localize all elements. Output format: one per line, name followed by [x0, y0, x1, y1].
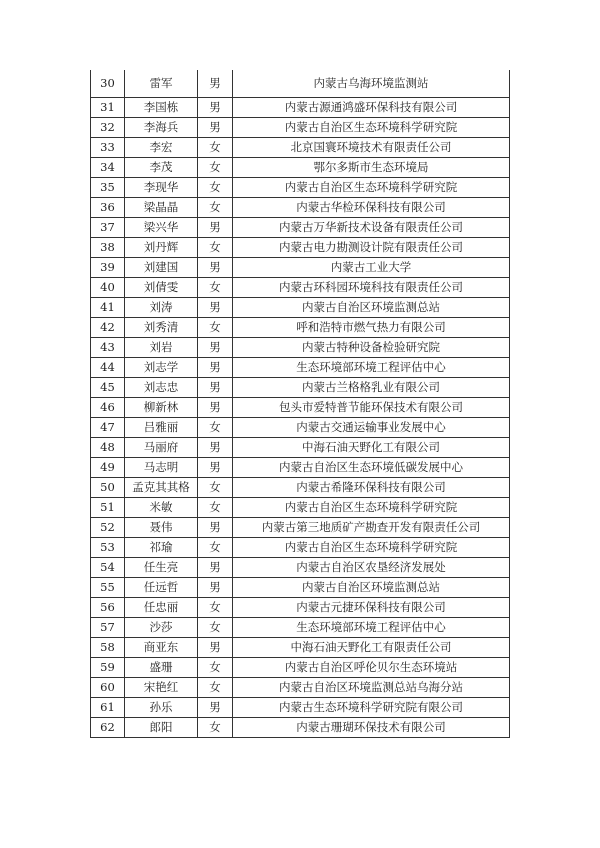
gender-cell: 女	[198, 658, 233, 678]
gender-cell: 男	[198, 338, 233, 358]
row-number-cell: 53	[91, 538, 125, 558]
gender-cell: 女	[198, 498, 233, 518]
organization-cell: 生态环境部环境工程评估中心	[233, 358, 510, 378]
person-name-cell: 雷军	[125, 70, 198, 98]
person-name-cell: 柳新林	[125, 398, 198, 418]
organization-cell: 内蒙古自治区环境监测总站	[233, 578, 510, 598]
gender-cell: 男	[198, 518, 233, 538]
row-number-cell: 58	[91, 638, 125, 658]
person-name-cell: 米敏	[125, 498, 198, 518]
table-row	[91, 178, 510, 198]
row-number-cell: 62	[91, 718, 125, 738]
gender-cell: 女	[198, 158, 233, 178]
table-row	[91, 678, 510, 698]
organization-cell: 内蒙古珊瑚环保技术有限公司	[233, 718, 510, 738]
row-number-cell: 45	[91, 378, 125, 398]
organization-cell: 内蒙古自治区生态环境科学研究院	[233, 538, 510, 558]
organization-cell: 内蒙古自治区环境监测总站	[233, 298, 510, 318]
row-number-cell: 37	[91, 218, 125, 238]
organization-cell: 呼和浩特市燃气热力有限公司	[233, 318, 510, 338]
row-number-cell: 34	[91, 158, 125, 178]
row-number-cell: 32	[91, 118, 125, 138]
person-name-cell: 李现华	[125, 178, 198, 198]
organization-cell: 内蒙古希隆环保科技有限公司	[233, 478, 510, 498]
table-row	[91, 478, 510, 498]
organization-cell: 中海石油天野化工有限责任公司	[233, 638, 510, 658]
gender-cell: 男	[198, 358, 233, 378]
person-name-cell: 商亚东	[125, 638, 198, 658]
row-number-cell: 44	[91, 358, 125, 378]
row-number-cell: 35	[91, 178, 125, 198]
person-name-cell: 刘涛	[125, 298, 198, 318]
table-row	[91, 618, 510, 638]
organization-cell: 鄂尔多斯市生态环境局	[233, 158, 510, 178]
table-row	[91, 70, 510, 98]
table-row	[91, 598, 510, 618]
table-row	[91, 458, 510, 478]
row-number-cell: 51	[91, 498, 125, 518]
organization-cell: 内蒙古华检环保科技有限公司	[233, 198, 510, 218]
organization-cell: 内蒙古自治区呼伦贝尔生态环境站	[233, 658, 510, 678]
gender-cell: 男	[198, 578, 233, 598]
gender-cell: 男	[198, 438, 233, 458]
table-row	[91, 558, 510, 578]
table-row	[91, 538, 510, 558]
organization-cell: 包头市爱特普节能环保技术有限公司	[233, 398, 510, 418]
person-name-cell: 梁兴华	[125, 218, 198, 238]
table-row	[91, 418, 510, 438]
table-row	[91, 198, 510, 218]
person-name-cell: 祁瑜	[125, 538, 198, 558]
table-row	[91, 338, 510, 358]
person-name-cell: 任生亮	[125, 558, 198, 578]
gender-cell: 男	[198, 98, 233, 118]
row-number-cell: 56	[91, 598, 125, 618]
table-row	[91, 318, 510, 338]
person-name-cell: 李海兵	[125, 118, 198, 138]
person-name-cell: 马志明	[125, 458, 198, 478]
organization-cell: 内蒙古源通鸿盛环保科技有限公司	[233, 98, 510, 118]
organization-cell: 生态环境部环境工程评估中心	[233, 618, 510, 638]
gender-cell: 女	[198, 138, 233, 158]
gender-cell: 男	[198, 258, 233, 278]
person-name-cell: 梁晶晶	[125, 198, 198, 218]
table-row	[91, 698, 510, 718]
table-row	[91, 138, 510, 158]
organization-cell: 内蒙古兰格格乳业有限公司	[233, 378, 510, 398]
table-row	[91, 98, 510, 118]
row-number-cell: 50	[91, 478, 125, 498]
person-name-cell: 刘秀清	[125, 318, 198, 338]
table-row	[91, 638, 510, 658]
gender-cell: 男	[198, 218, 233, 238]
organization-cell: 内蒙古环科园环境科技有限责任公司	[233, 278, 510, 298]
table-row	[91, 578, 510, 598]
row-number-cell: 36	[91, 198, 125, 218]
person-name-cell: 刘倩雯	[125, 278, 198, 298]
gender-cell: 女	[198, 678, 233, 698]
person-name-cell: 刘丹辉	[125, 238, 198, 258]
table-row	[91, 218, 510, 238]
organization-cell: 内蒙古交通运输事业发展中心	[233, 418, 510, 438]
organization-cell: 内蒙古万华新技术设备有限责任公司	[233, 218, 510, 238]
gender-cell: 男	[198, 118, 233, 138]
gender-cell: 男	[198, 638, 233, 658]
gender-cell: 女	[198, 178, 233, 198]
person-name-cell: 李国栋	[125, 98, 198, 118]
organization-cell: 内蒙古第三地质矿产勘查开发有限责任公司	[233, 518, 510, 538]
table-row	[91, 258, 510, 278]
gender-cell: 女	[198, 238, 233, 258]
table-row	[91, 298, 510, 318]
person-name-cell: 刘岩	[125, 338, 198, 358]
gender-cell: 女	[198, 418, 233, 438]
gender-cell: 女	[198, 318, 233, 338]
person-name-cell: 刘志忠	[125, 378, 198, 398]
row-number-cell: 49	[91, 458, 125, 478]
row-number-cell: 41	[91, 298, 125, 318]
row-number-cell: 40	[91, 278, 125, 298]
organization-cell: 内蒙古自治区生态环境科学研究院	[233, 498, 510, 518]
table-row	[91, 518, 510, 538]
gender-cell: 男	[198, 698, 233, 718]
row-number-cell: 30	[91, 70, 125, 98]
row-number-cell: 42	[91, 318, 125, 338]
person-name-cell: 李茂	[125, 158, 198, 178]
row-number-cell: 61	[91, 698, 125, 718]
person-name-cell: 沙莎	[125, 618, 198, 638]
organization-cell: 内蒙古乌海环境监测站	[233, 70, 510, 98]
gender-cell: 女	[198, 478, 233, 498]
person-name-cell: 吕雅丽	[125, 418, 198, 438]
gender-cell: 男	[198, 298, 233, 318]
person-name-cell: 刘建国	[125, 258, 198, 278]
person-name-cell: 盛珊	[125, 658, 198, 678]
table-row	[91, 358, 510, 378]
row-number-cell: 43	[91, 338, 125, 358]
person-name-cell: 孙乐	[125, 698, 198, 718]
row-number-cell: 60	[91, 678, 125, 698]
row-number-cell: 39	[91, 258, 125, 278]
gender-cell: 男	[198, 558, 233, 578]
table-row	[91, 498, 510, 518]
person-name-cell: 孟克其其格	[125, 478, 198, 498]
row-number-cell: 48	[91, 438, 125, 458]
organization-cell: 中海石油天野化工有限公司	[233, 438, 510, 458]
row-number-cell: 59	[91, 658, 125, 678]
organization-cell: 内蒙古工业大学	[233, 258, 510, 278]
row-number-cell: 54	[91, 558, 125, 578]
organization-cell: 内蒙古电力勘测设计院有限责任公司	[233, 238, 510, 258]
person-name-cell: 李宏	[125, 138, 198, 158]
organization-cell: 内蒙古特种设备检验研究院	[233, 338, 510, 358]
row-number-cell: 38	[91, 238, 125, 258]
gender-cell: 男	[198, 458, 233, 478]
table-row	[91, 658, 510, 678]
row-number-cell: 33	[91, 138, 125, 158]
organization-cell: 内蒙古元捷环保科技有限公司	[233, 598, 510, 618]
organization-cell: 内蒙古自治区生态环境科学研究院	[233, 118, 510, 138]
row-number-cell: 52	[91, 518, 125, 538]
table-row	[91, 278, 510, 298]
gender-cell: 女	[198, 618, 233, 638]
table-row	[91, 378, 510, 398]
person-name-cell: 刘志学	[125, 358, 198, 378]
row-number-cell: 31	[91, 98, 125, 118]
table-row	[91, 238, 510, 258]
table-row	[91, 158, 510, 178]
organization-cell: 北京国寰环境技术有限责任公司	[233, 138, 510, 158]
row-number-cell: 46	[91, 398, 125, 418]
organization-cell: 内蒙古自治区生态环境低碳发展中心	[233, 458, 510, 478]
person-name-cell: 任忠丽	[125, 598, 198, 618]
person-name-cell: 任远哲	[125, 578, 198, 598]
gender-cell: 女	[198, 538, 233, 558]
gender-cell: 男	[198, 70, 233, 98]
person-name-cell: 宋艳红	[125, 678, 198, 698]
table-row	[91, 718, 510, 738]
table-row	[91, 438, 510, 458]
organization-cell: 内蒙古自治区农垦经济发展处	[233, 558, 510, 578]
organization-cell: 内蒙古自治区生态环境科学研究院	[233, 178, 510, 198]
row-number-cell: 47	[91, 418, 125, 438]
row-number-cell: 57	[91, 618, 125, 638]
person-name-cell: 马丽府	[125, 438, 198, 458]
organization-cell: 内蒙古自治区环境监测总站乌海分站	[233, 678, 510, 698]
gender-cell: 男	[198, 378, 233, 398]
person-name-cell: 聂伟	[125, 518, 198, 538]
gender-cell: 男	[198, 398, 233, 418]
gender-cell: 女	[198, 718, 233, 738]
gender-cell: 女	[198, 598, 233, 618]
gender-cell: 女	[198, 198, 233, 218]
table-row	[91, 118, 510, 138]
table-row	[91, 398, 510, 418]
personnel-table	[90, 70, 510, 738]
organization-cell: 内蒙古生态环境科学研究院有限公司	[233, 698, 510, 718]
gender-cell: 女	[198, 278, 233, 298]
row-number-cell: 55	[91, 578, 125, 598]
person-name-cell: 郎阳	[125, 718, 198, 738]
